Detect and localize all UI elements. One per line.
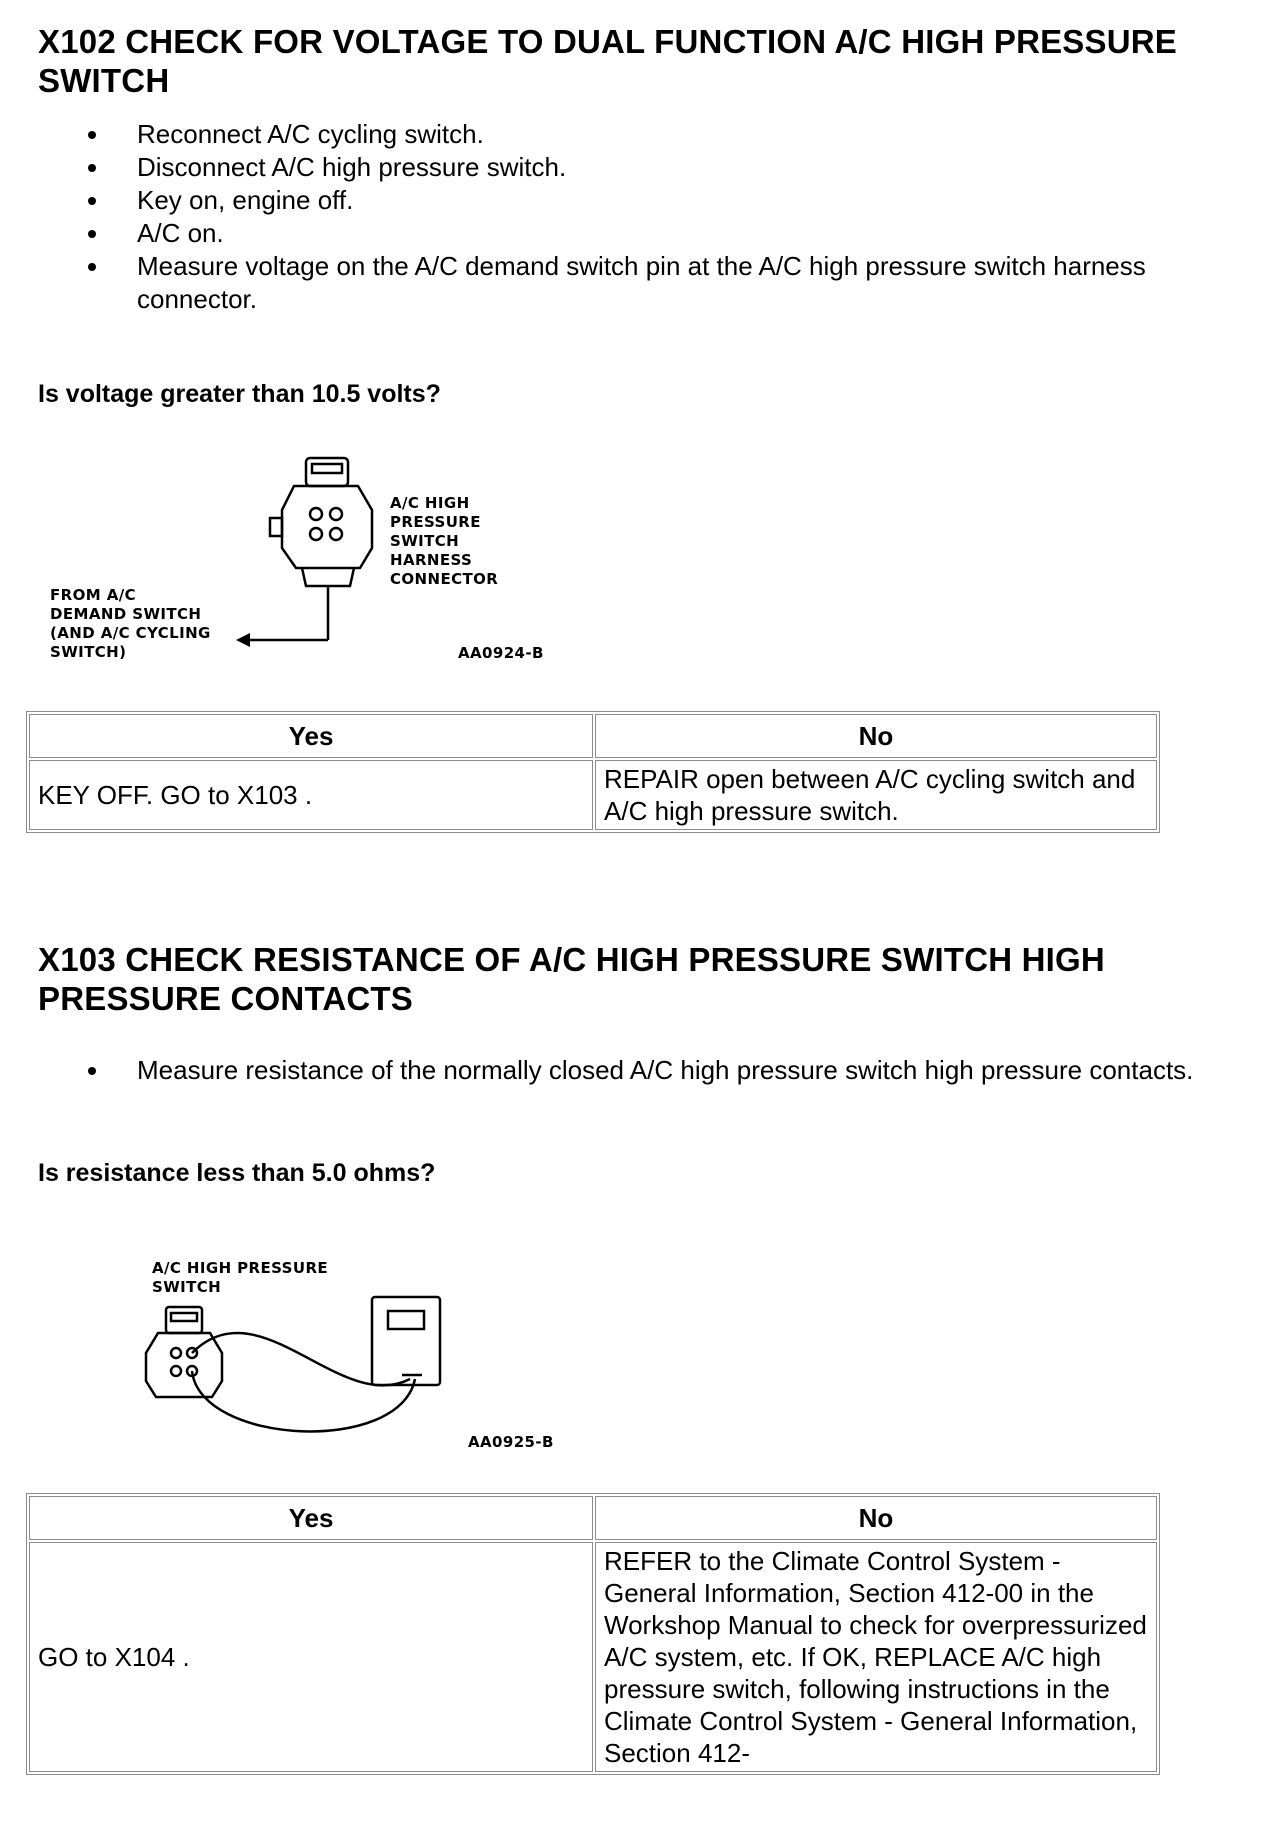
list-item: Measure voltage on the A/C demand switch pin at the A/C high pressure switch harness connector. bbox=[70, 250, 1240, 316]
svg-text:PRESSURE: PRESSURE bbox=[390, 513, 481, 531]
steps-list-x102 bbox=[70, 118, 1240, 316]
yes-cell: GO to X104 . bbox=[29, 1542, 593, 1772]
svg-text:SWITCH): SWITCH) bbox=[50, 643, 127, 661]
steps-list-x103 bbox=[70, 1054, 1240, 1087]
svg-text:SWITCH: SWITCH bbox=[390, 532, 460, 550]
svg-text:CONNECTOR: CONNECTOR bbox=[390, 570, 499, 588]
result-table-x102 bbox=[26, 711, 1160, 833]
question-x102: Is voltage greater than 10.5 volts? bbox=[38, 380, 441, 408]
yes-cell: KEY OFF. GO to X103 . bbox=[29, 760, 593, 830]
svg-text:FROM A/C: FROM A/C bbox=[50, 586, 136, 604]
connector-illustration bbox=[242, 458, 372, 640]
section-heading-x102: X102 CHECK FOR VOLTAGE TO DUAL FUNCTION A/C HIGH PRESSURE SWITCH bbox=[38, 23, 1178, 99]
section-heading-x103: X103 CHECK RESISTANCE OF A/C HIGH PRESSURE SWITCH HIGH PRESSURE CONTACTS bbox=[38, 941, 1105, 1017]
figure-code: AA0925-B bbox=[468, 1433, 554, 1451]
svg-text:(AND A/C CYCLING: (AND A/C CYCLING bbox=[50, 624, 211, 642]
svg-text:A/C HIGH PRESSURE: A/C HIGH PRESSURE bbox=[152, 1259, 329, 1277]
multimeter-icon bbox=[372, 1297, 440, 1385]
yes-header: Yes bbox=[29, 1496, 593, 1540]
yes-header: Yes bbox=[29, 714, 593, 758]
figure-pressure-switch bbox=[140, 1255, 580, 1455]
svg-text:HARNESS: HARNESS bbox=[390, 551, 473, 569]
question-x103: Is resistance less than 5.0 ohms? bbox=[38, 1159, 436, 1187]
no-cell: REFER to the Climate Control System - General Information, Section 412-00 in the Workshop Manual to check for overpressurized A/C system, etc. If OK, REPLACE A/C high pressure switch, following instructions in the Climate Control System - General Information, Section 412- bbox=[595, 1542, 1157, 1772]
list-item: Measure resistance of the normally closed A/C high pressure switch high pressure contacts. bbox=[70, 1054, 1240, 1087]
list-item: A/C on. bbox=[70, 217, 1240, 250]
list-item: Reconnect A/C cycling switch. bbox=[70, 118, 1240, 151]
svg-text:SWITCH: SWITCH bbox=[152, 1278, 222, 1296]
svg-text:A/C HIGH: A/C HIGH bbox=[390, 494, 470, 512]
list-item: Disconnect A/C high pressure switch. bbox=[70, 151, 1240, 184]
result-table-x103 bbox=[26, 1493, 1160, 1775]
svg-text:DEMAND SWITCH: DEMAND SWITCH bbox=[50, 605, 202, 623]
arrow-icon bbox=[236, 633, 250, 647]
list-item: Key on, engine off. bbox=[70, 184, 1240, 217]
source-label bbox=[50, 586, 211, 661]
connector-label bbox=[390, 494, 498, 588]
no-cell: REPAIR open between A/C cycling switch and A/C high pressure switch. bbox=[595, 760, 1157, 830]
no-header: No bbox=[595, 1496, 1157, 1540]
switch-illustration bbox=[146, 1307, 415, 1431]
switch-label bbox=[152, 1259, 328, 1296]
no-header: No bbox=[595, 714, 1157, 758]
figure-harness-connector bbox=[40, 450, 560, 680]
figure-code: AA0924-B bbox=[458, 644, 544, 662]
